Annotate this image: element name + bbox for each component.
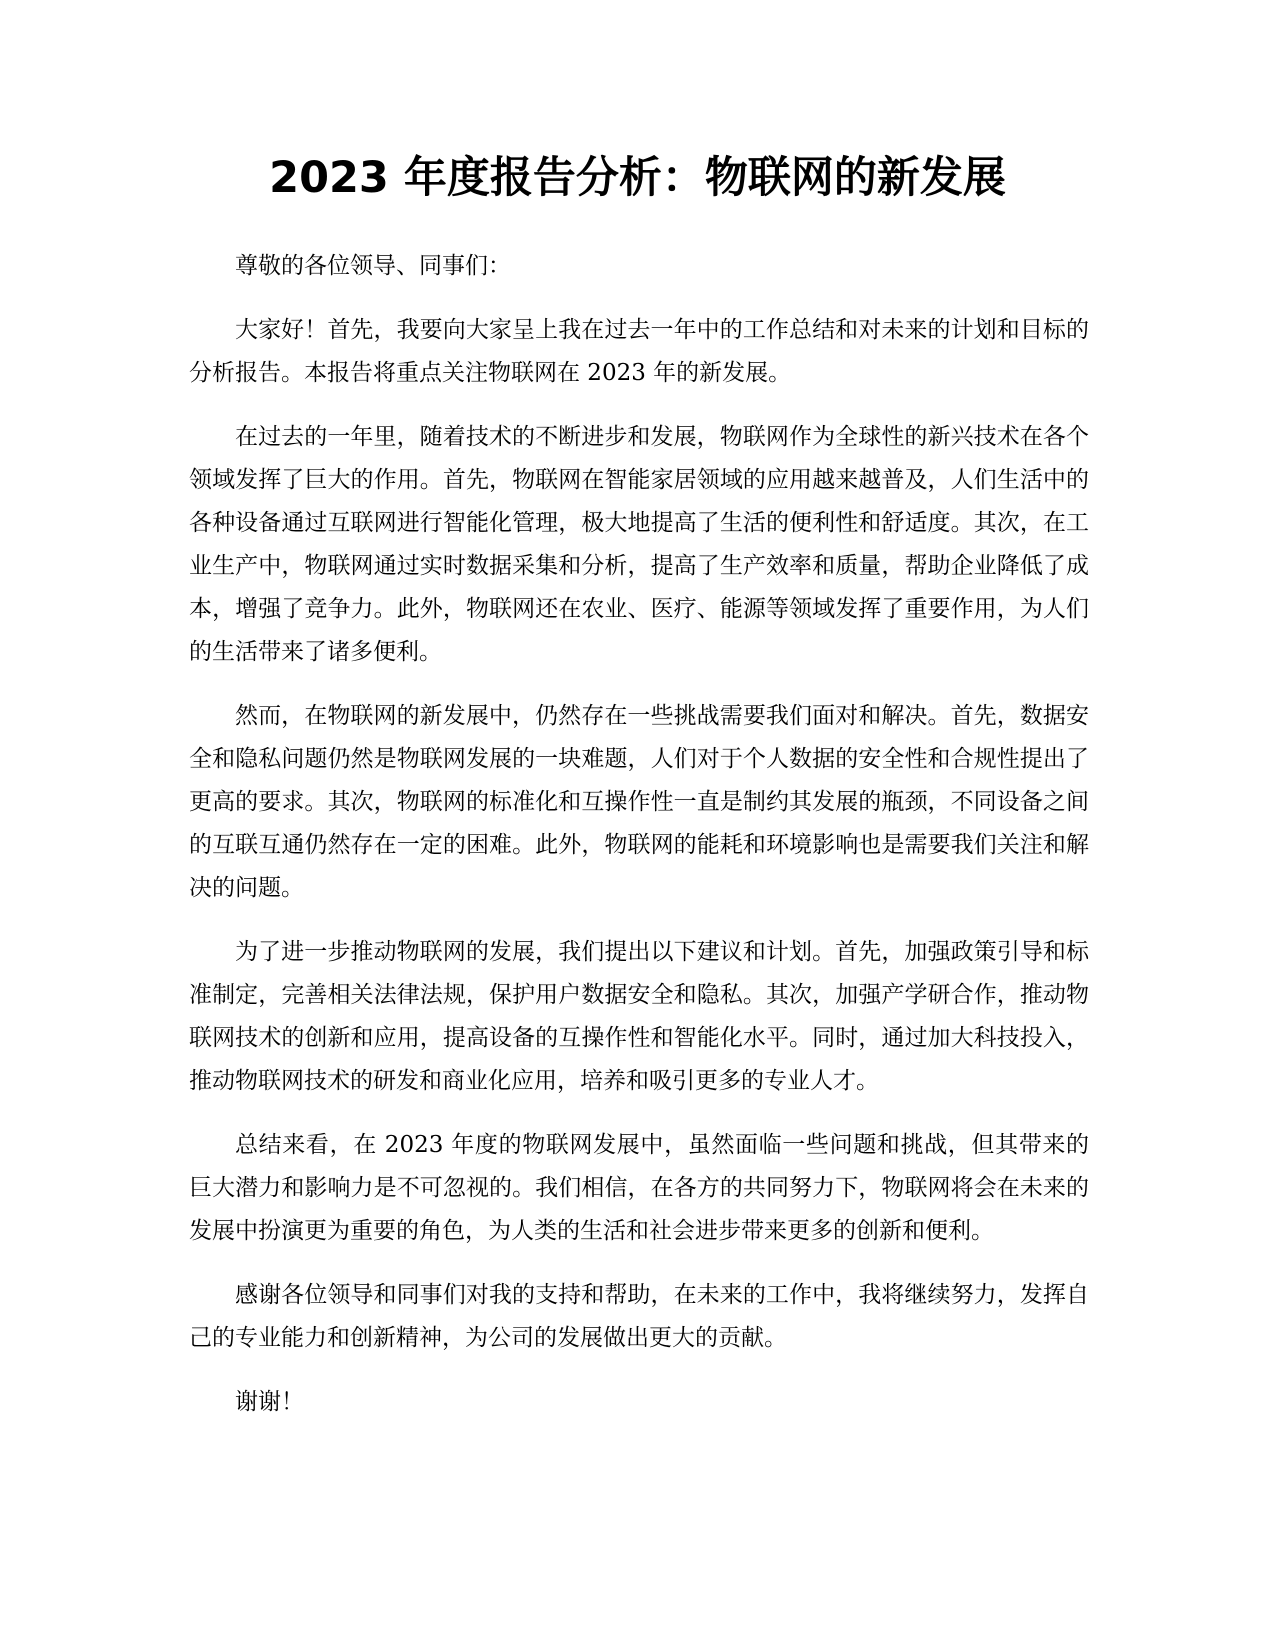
- paragraph-summary: 总结来看，在 2023 年度的物联网发展中，虽然面临一些问题和挑战，但其带来的巨大潜力和影响力是不可忽视的。我们相信，在各方的共同努力下，物联网将会在未来的发展中扮演更为重要的角色，为人类的生活和社会进步带来更多的创新和便利。: [189, 1132, 1089, 1244]
- paragraph-greeting: 大家好！首先，我要向大家呈上我在过去一年中的工作总结和对未来的计划和目标的分析报告。本报告将重点关注物联网在 2023 年的新发展。: [189, 317, 1089, 386]
- document-body: [189, 245, 1089, 1445]
- paragraph-achievements: 在过去的一年里，随着技术的不断进步和发展，物联网作为全球性的新兴技术在各个领域发挥了巨大的作用。首先，物联网在智能家居领域的应用越来越普及，人们生活中的各种设备通过互联网进行智能化管理，极大地提高了生活的便利性和舒适度。其次，在工业生产中，物联网通过实时数据采集和分析，提高了生产效率和质量，帮助企业降低了成本，增强了竞争力。此外，物联网还在农业、医疗、能源等领域发挥了重要作用，为人们的生活带来了诸多便利。: [189, 424, 1089, 665]
- paragraph-salutation: 尊敬的各位领导、同事们：: [235, 253, 511, 279]
- paragraph-challenges: 然而，在物联网的新发展中，仍然存在一些挑战需要我们面对和解决。首先，数据安全和隐私问题仍然是物联网发展的一块难题，人们对于个人数据的安全性和合规性提出了更高的要求。其次，物联网的标准化和互操作性一直是制约其发展的瓶颈，不同设备之间的互联互通仍然存在一定的困难。此外，物联网的能耗和环境影响也是需要我们关注和解决的问题。: [189, 703, 1089, 901]
- paragraph-closing: 谢谢！: [235, 1389, 304, 1415]
- paragraph-recommendations: 为了进一步推动物联网的发展，我们提出以下建议和计划。首先，加强政策引导和标准制定，完善相关法律法规，保护用户数据安全和隐私。其次，加强产学研合作，推动物联网技术的创新和应用，提高设备的互操作性和智能化水平。同时，通过加大科技投入，推动物联网技术的研发和商业化应用，培养和吸引更多的专业人才。: [189, 939, 1089, 1094]
- document-title: 2023 年度报告分析：物联网的新发展: [269, 153, 1006, 203]
- paragraph-thanks: 感谢各位领导和同事们对我的支持和帮助，在未来的工作中，我将继续努力，发挥自己的专业能力和创新精神，为公司的发展做出更大的贡献。: [189, 1282, 1089, 1351]
